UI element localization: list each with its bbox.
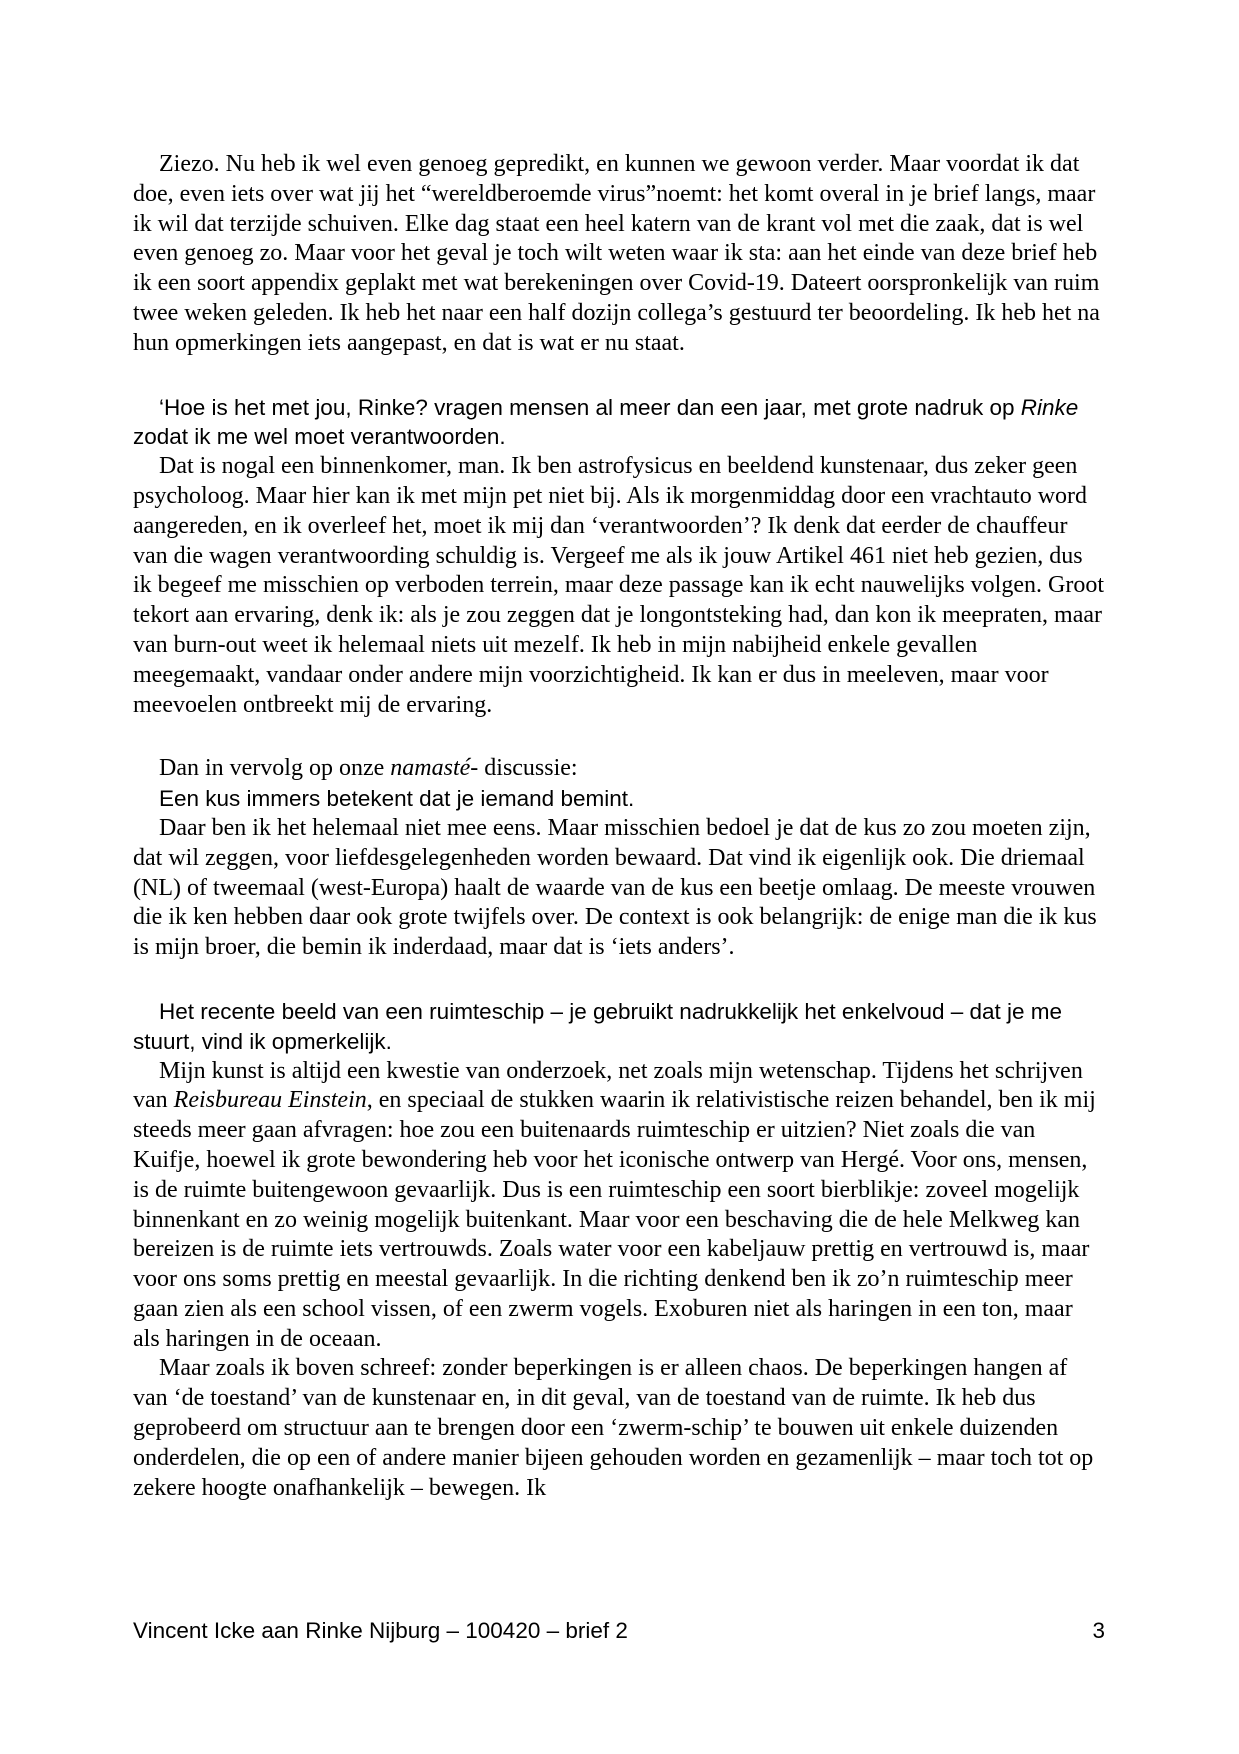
text-run: Dat is nogal een binnenkomer, man. Ik ben astrofysicus en beeldend kunstenaar, dus zeker geen psycholoog. Maar hier kan ik met mijn pet niet bij. Als ik morgenmiddag door een vrachtauto word aangereden, en ik overleef het, moet ik mij dan ‘verantwoorden’? Ik denk dat eerder de chauffeur van die wagen verantwoording schuldig is. Vergeef me als ik jouw Artikel 461 niet heb gezien, dus ik begeef me misschien op verboden terrein, maar deze passage kan ik echt nauwelijks volgen. Groot tekort aan ervaring, denk ik: als je zou zeggen dat je longontsteking had, dan kon ik meepraten, maar van burn-out weet ik helemaal niets uit mezelf. Ik heb in mijn nabijheid enkele gevallen meegemaakt, vandaar onder andere mijn voorzichtigheid. Ik kan er dus in meeleven, maar voor meevoelen ontbreekt mij de ervaring. xyxy=(133,453,1104,718)
text-run: Daar ben ik het helemaal niet mee eens. Maar misschien bedoel je dat de kus zo zou moeten zijn, dat wil zeggen, voor liefdesgelegenheden worden bewaard. Dat vind ik eigenlijk ook. Die driemaal (NL) of tweemaal (west-Europa) haalt de waarde van de kus een beetje omlaag. De meeste vrouwen die ik ken hebben daar ook grote twijfels over. De context is ook belangrijk: de enige man die ik kus is mijn broer, die bemin ik inderdaad, maar dat is ‘iets anders’. xyxy=(133,814,1097,961)
text-run: - discussie: xyxy=(470,755,578,782)
paragraph xyxy=(133,452,1105,720)
italic-text-run: namasté xyxy=(390,755,471,782)
paragraph xyxy=(133,814,1105,963)
paragraph xyxy=(133,1057,1105,1355)
page-footer xyxy=(133,1618,1105,1644)
text-run: Dan in vervolg op onze xyxy=(159,755,391,782)
text-run: Het recente beeld van een ruimteschip – je gebruikt nadrukkelijk het enkelvoud – dat je me stuurt, vind ik opmerkelijk. xyxy=(133,998,1063,1054)
text-run: Een kus immers betekent dat je iemand bemint. xyxy=(159,786,635,812)
paragraph xyxy=(133,784,1105,814)
text-run: Mijn kunst is altijd een kwestie van onderzoek, net zoals mijn wetenschap. Tijdens het schrijven van xyxy=(133,1057,1083,1114)
text-run: , en speciaal de stukken waarin ik relativistische reizen behandel, ben ik mij steeds meer gaan afvragen: hoe zou een buitenaards ruimteschip er uitzien? Niet zoals die van Kuifje, hoewel ik grote bewondering heb voor het iconische ontwerp van Hergé. Voor ons, mensen, is de ruimte buitengewoon gevaarlijk. Dus is een ruimteschip een soort bierblikje: zoveel mogelijk binnenkant en zo weinig mogelijk buitenkant. Maar voor een beschaving die de hele Melkweg kan bereizen is de ruimte iets vertrouwds. Zoals water voor een kabeljauw prettig en vertrouwd is, maar voor ons soms prettig en meestal gevaarlijk. In die richting denkend ben ik zo’n ruimteschip meer gaan zien als een school vissen, of een zwerm vogels. Exoburen niet als haringen in een ton, maar als haringen in de oceaan. xyxy=(133,1087,1096,1352)
paragraph xyxy=(133,997,1105,1057)
text-run: ‘Hoe is het met jou, Rinke? vragen mensen al meer dan een jaar, met grote nadruk op xyxy=(159,394,1021,420)
paragraph xyxy=(133,754,1105,784)
text-run: Maar zoals ik boven schreef: zonder beperkingen is er alleen chaos. De beperkingen hangen af van ‘de toestand’ van de kunstenaar en, in dit geval, van de toestand van de ruimte. Ik heb dus geprobeerd om structuur aan te brengen door een ‘zwerm-schip’ te bouwen uit enkele duizenden onderdelen, die op een of andere manier bijeen gehouden worden en gezamenlijk – maar toch tot op zekere hoogte onafhankelijk – bewegen. Ik xyxy=(133,1355,1094,1501)
paragraph xyxy=(133,150,1105,359)
page-number: 3 xyxy=(1092,1618,1105,1643)
paragraph xyxy=(133,1354,1105,1503)
text-run: zodat ik me wel moet verantwoorden. xyxy=(133,424,506,450)
letter-body xyxy=(133,150,1105,1503)
paragraph xyxy=(133,393,1105,453)
italic-text-run: Rinke xyxy=(1020,394,1079,420)
footer-text: Vincent Icke aan Rinke Nijburg – 100420 – brief 2 xyxy=(133,1618,628,1643)
italic-text-run: Reisbureau Einstein xyxy=(173,1087,367,1114)
text-run: Ziezo. Nu heb ik wel even genoeg gepredikt, en kunnen we gewoon verder. Maar voordat ik dat doe, even iets over wat jij het “wereldberoemde virus”noemt: het komt overal in je brief langs, maar ik wil dat terzijde schuiven. Elke dag staat een heel katern van de krant vol met die zaak, dat is wel even genoeg zo. Maar voor het geval je toch wilt weten waar ik sta: aan het einde van deze brief heb ik een soort appendix geplakt met wat berekeningen over Covid-19. Dateert oorspronkelijk van ruim twee weken geleden. Ik heb het naar een half dozijn collega’s gestuurd ter beoordeling. Ik heb het na hun opmerkingen iets aangepast, en dat is wat er nu staat. xyxy=(133,151,1100,356)
